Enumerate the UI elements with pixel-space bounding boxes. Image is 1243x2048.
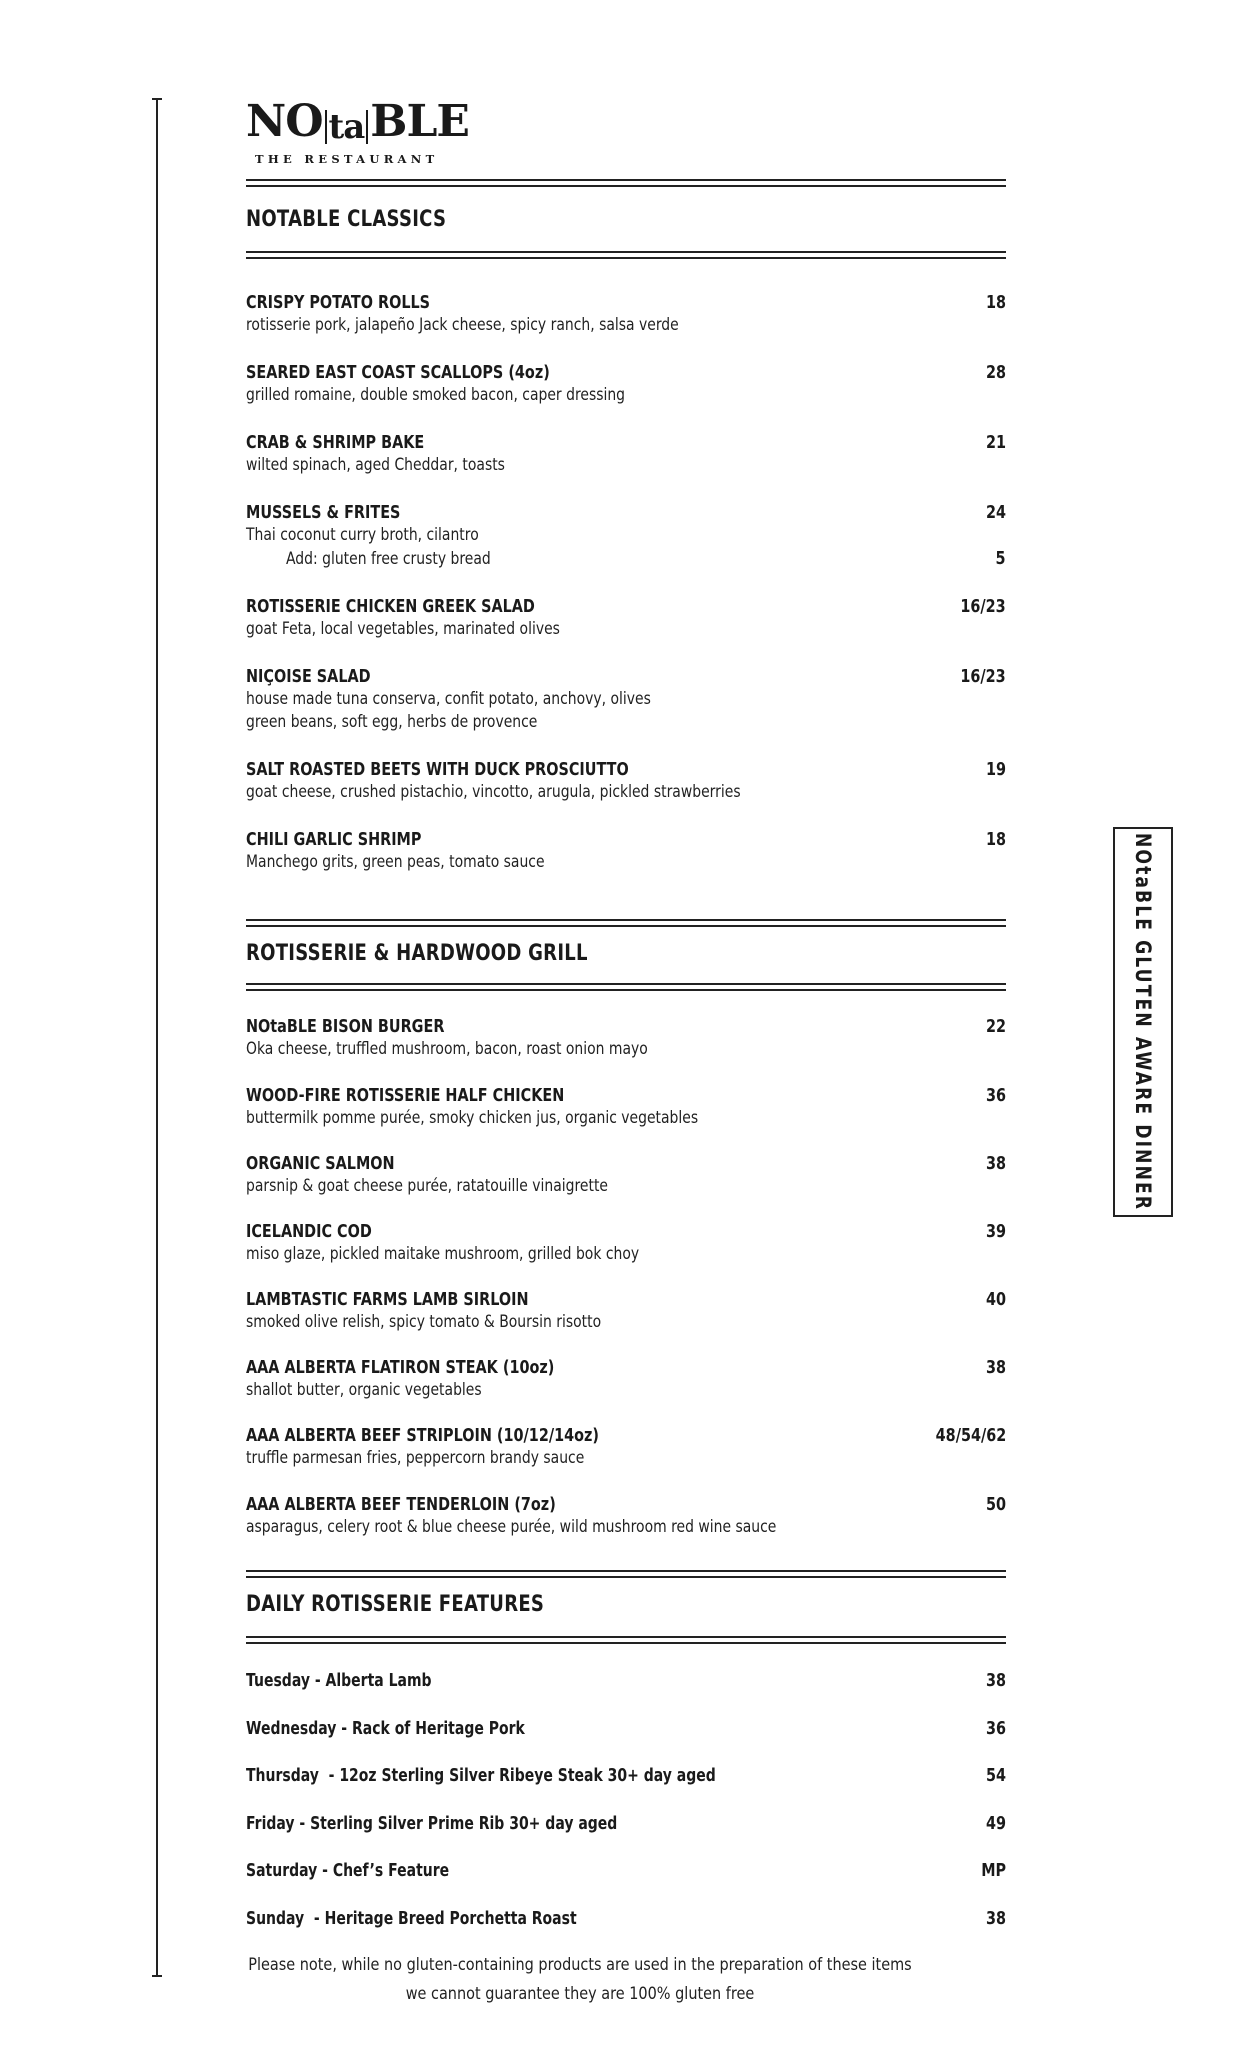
menu-item-price: 16/23 (960, 666, 1006, 687)
menu-item-price: 19 (985, 759, 1006, 780)
menu-item-name: AAA ALBERTA BEEF TENDERLOIN (7oz) (246, 1494, 556, 1515)
menu-item (246, 432, 1006, 477)
menu-item-price: 28 (985, 362, 1006, 383)
daily-feature-price: MP (981, 1860, 1006, 1881)
menu-item (246, 829, 1006, 874)
daily-feature-name: Tuesday - Alberta Lamb (246, 1671, 432, 1691)
menu-item-price: 18 (985, 829, 1006, 850)
gluten-disclaimer (150, 1951, 1010, 2009)
daily-feature-name: Sunday - Heritage Breed Porchetta Roast (246, 1909, 577, 1929)
menu-item (246, 1153, 1006, 1198)
menu-side-label (1113, 827, 1173, 1217)
menu-item-description: goat Feta, local vegetables, marinated olives (246, 619, 560, 639)
logo-word-mid: ta (325, 110, 369, 144)
section-divider (246, 1570, 1006, 1578)
menu-item-name: CRISPY POTATO ROLLS (246, 292, 431, 313)
menu-item-name: SALT ROASTED BEETS WITH DUCK PROSCIUTTO (246, 759, 629, 780)
menu-item-name: SEARED EAST COAST SCALLOPS (4oz) (246, 362, 550, 383)
menu-item-price: 18 (985, 292, 1006, 313)
menu-item-price: 50 (985, 1494, 1006, 1515)
logo-wordmark (246, 96, 469, 147)
logo-word-left: NO (246, 96, 323, 147)
daily-feature-price: 54 (985, 1765, 1006, 1786)
menu-item-name: AAA ALBERTA BEEF STRIPLOIN (10/12/14oz) (246, 1425, 599, 1446)
menu-item-name: ROTISSERIE CHICKEN GREEK SALAD (246, 596, 535, 617)
menu-item-name: NIÇOISE SALAD (246, 666, 371, 687)
menu-item-name: WOOD-FIRE ROTISSERIE HALF CHICKEN (246, 1085, 565, 1106)
menu-item-price: 24 (985, 502, 1006, 523)
menu-item-price: 36 (985, 1085, 1006, 1106)
menu-item-description: house made tuna conserva, confit potato, anchovy, olives (246, 689, 651, 709)
left-margin-rule (156, 98, 158, 1977)
restaurant-logo (246, 96, 469, 170)
menu-item-price: 38 (985, 1357, 1006, 1378)
menu-item-price: 38 (985, 1153, 1006, 1174)
daily-feature-price: 38 (985, 1908, 1006, 1929)
menu-item (246, 502, 1006, 571)
menu-item-name: LAMBTASTIC FARMS LAMB SIRLOIN (246, 1289, 529, 1310)
menu-item-description: Manchego grits, green peas, tomato sauce (246, 852, 545, 872)
menu-item-price: 22 (985, 1016, 1006, 1037)
section-title-grill: ROTISSERIE & HARDWOOD GRILL (246, 941, 588, 966)
daily-feature-name: Thursday - 12oz Sterling Silver Ribeye Steak 30+ day aged (246, 1766, 716, 1786)
menu-item (246, 596, 1006, 641)
menu-item (246, 666, 1006, 734)
menu-item-description: rotisserie pork, jalapeño Jack cheese, spicy ranch, salsa verde (246, 315, 679, 335)
daily-feature-price: 49 (985, 1813, 1006, 1834)
addon-price: 5 (995, 548, 1006, 569)
menu-item-description: smoked olive relish, spicy tomato & Boursin risotto (246, 1312, 602, 1332)
disclaimer-line-2: we cannot guarantee they are 100% gluten free (405, 1984, 755, 2004)
menu-item-name: ORGANIC SALMON (246, 1153, 395, 1174)
daily-feature-name: Saturday - Chef’s Feature (246, 1861, 450, 1881)
disclaimer-line-1: Please note, while no gluten-containing products are used in the preparation of these items (248, 1955, 912, 1975)
menu-item (246, 1016, 1006, 1061)
daily-feature (246, 1859, 1006, 1883)
daily-feature-price: 38 (985, 1670, 1006, 1691)
daily-feature-name: Friday - Sterling Silver Prime Rib 30+ day aged (246, 1814, 618, 1834)
daily-feature (246, 1812, 1006, 1836)
daily-feature (246, 1907, 1006, 1931)
menu-item-addon (246, 548, 1006, 571)
menu-item-description: green beans, soft egg, herbs de provence (246, 712, 538, 732)
daily-feature-name: Wednesday - Rack of Heritage Pork (246, 1719, 525, 1739)
menu-item-price: 21 (985, 432, 1006, 453)
menu-item-name: ICELANDIC COD (246, 1221, 372, 1242)
section-divider (246, 983, 1006, 991)
menu-item-description: asparagus, celery root & blue cheese purée, wild mushroom red wine sauce (246, 1517, 777, 1537)
section-divider (246, 251, 1006, 259)
menu-item (246, 1425, 1006, 1470)
daily-feature (246, 1717, 1006, 1741)
menu-item (246, 362, 1006, 407)
side-label-text: NOtaBLE GLUTEN AWARE DINNER (1131, 832, 1155, 1212)
daily-feature (246, 1669, 1006, 1693)
menu-item-description: goat cheese, crushed pistachio, vincotto, arugula, pickled strawberries (246, 782, 741, 802)
menu-item (246, 1085, 1006, 1130)
menu-item-description: grilled romaine, double smoked bacon, caper dressing (246, 385, 626, 405)
addon-text: Add: gluten free crusty bread (286, 549, 491, 569)
section-title-daily: DAILY ROTISSERIE FEATURES (246, 1592, 545, 1617)
daily-feature (246, 1764, 1006, 1788)
menu-item (246, 1289, 1006, 1334)
menu-item-price: 39 (985, 1221, 1006, 1242)
menu-item-name: MUSSELS & FRITES (246, 502, 401, 523)
menu-item-description: miso glaze, pickled maitake mushroom, grilled bok choy (246, 1244, 640, 1264)
section-divider (246, 179, 1006, 187)
section-divider (246, 919, 1006, 927)
menu-item-description: truffle parmesan fries, peppercorn brandy sauce (246, 1448, 585, 1468)
menu-item-description: parsnip & goat cheese purée, ratatouille vinaigrette (246, 1176, 609, 1196)
section-title-classics: NOTABLE CLASSICS (246, 207, 447, 232)
menu-item-price: 16/23 (960, 596, 1006, 617)
section-divider (246, 1636, 1006, 1644)
logo-tagline: THE RESTAURANT (255, 152, 439, 166)
menu-item-description: Thai coconut curry broth, cilantro (246, 525, 479, 545)
daily-feature-price: 36 (985, 1718, 1006, 1739)
menu-item-name: AAA ALBERTA FLATIRON STEAK (10oz) (246, 1357, 555, 1378)
menu-item (246, 1221, 1006, 1266)
menu-item-price: 48/54/62 (935, 1425, 1006, 1446)
menu-item (246, 1357, 1006, 1402)
menu-item (246, 292, 1006, 337)
menu-item-description: shallot butter, organic vegetables (246, 1380, 482, 1400)
menu-item-description: Oka cheese, truffled mushroom, bacon, roast onion mayo (246, 1039, 648, 1059)
menu-item-price: 40 (985, 1289, 1006, 1310)
menu-item (246, 1494, 1006, 1539)
menu-item-description: wilted spinach, aged Cheddar, toasts (246, 455, 505, 475)
menu-item-name: CHILI GARLIC SHRIMP (246, 829, 422, 850)
menu-item-name: NOtaBLE BISON BURGER (246, 1016, 445, 1037)
logo-word-right: BLE (370, 96, 469, 147)
menu-item-description: buttermilk pomme purée, smoky chicken jus, organic vegetables (246, 1108, 699, 1128)
menu-item-name: CRAB & SHRIMP BAKE (246, 432, 425, 453)
menu-item (246, 759, 1006, 804)
